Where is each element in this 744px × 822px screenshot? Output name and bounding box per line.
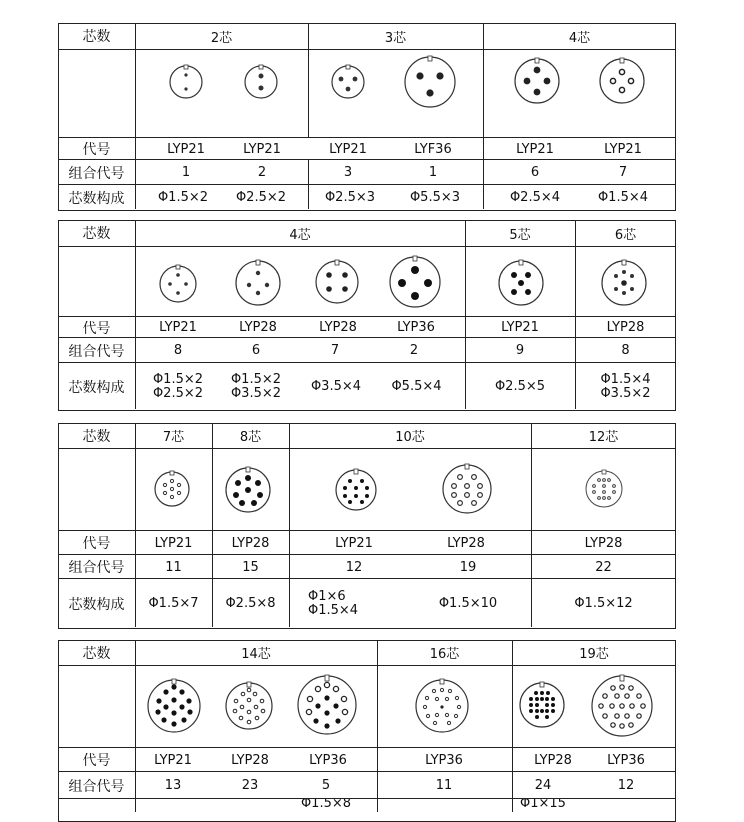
header-row (58, 23, 676, 49)
connector-10pin-b-icon (441, 463, 493, 515)
connector-12pin-icon (584, 469, 624, 509)
code-cell: LYP36 (397, 320, 435, 335)
code-row (58, 530, 676, 555)
composition-cell: Φ1.5×12 (574, 596, 633, 611)
code-cell: LYP28 (584, 535, 623, 551)
composition-cell: Φ2.5×5 (494, 379, 546, 394)
image-row (58, 448, 676, 531)
code-cell: LYP36 (607, 752, 645, 768)
group-7-cores: 7芯 (162, 430, 185, 445)
code-cell: LYP21 (243, 141, 281, 157)
combo-cell: 1 (428, 165, 438, 180)
code-cell: LYP28 (231, 535, 270, 551)
code-label: 代号 (82, 753, 111, 769)
composition-cell: Φ3.5×4 (310, 379, 362, 394)
composition-line: Φ2.5×2 (152, 385, 204, 401)
spec-table-3 (58, 423, 676, 628)
connector-6pin-icon (600, 259, 648, 307)
spec-table-1 (58, 23, 676, 210)
code-cell: LYP21 (329, 141, 367, 157)
composition-cell: Φ2.5×4 (509, 190, 561, 205)
combo-row (58, 771, 676, 799)
combo-cell: 15 (242, 559, 259, 575)
composition-cell: Φ2.5×2 (235, 190, 287, 205)
code-cell: LYP21 (604, 141, 642, 157)
group-4-cores: 4芯 (289, 227, 311, 243)
header-row (58, 640, 676, 665)
code-row (58, 137, 676, 160)
composition-line: Φ1.5×2 (152, 371, 204, 387)
combo-row (58, 337, 676, 363)
connector-14pin-c-icon (296, 674, 358, 736)
composition-cell (308, 579, 388, 628)
code-label: 代号 (82, 320, 111, 337)
composition-cell: Φ5.5×4 (391, 379, 442, 394)
combo-cell: 6 (530, 165, 540, 180)
combo-cell: 5 (321, 778, 331, 793)
combo-cell: 13 (164, 778, 182, 793)
combo-cell: 2 (409, 343, 419, 358)
combo-cell: 12 (345, 559, 363, 575)
group-2-cores: 2芯 (210, 30, 233, 46)
combo-cell: 19 (459, 559, 477, 575)
cores-label: 芯数 (82, 226, 111, 242)
composition-cell: Φ1.5×2 (157, 190, 209, 205)
connector-4pin-icon (388, 255, 442, 309)
code-cell: LYP28 (534, 752, 572, 768)
code-cell: LYP36 (425, 752, 463, 768)
composition-line: Φ1.5×2 (230, 371, 282, 387)
group-3-cores: 3芯 (384, 30, 407, 46)
spec-table-4 (58, 640, 676, 812)
code-cell: LYP28 (606, 320, 645, 335)
code-cell: LYP21 (154, 752, 192, 768)
composition-cell: Φ2.5×3 (324, 190, 376, 205)
connector-14pin-b-icon (224, 681, 274, 731)
combo-cell: 8 (621, 343, 630, 358)
connector-7pin-icon (153, 470, 191, 508)
composition-row (58, 362, 676, 410)
composition-cell: Φ1.5×10 (438, 596, 498, 611)
code-cell: LYP21 (335, 535, 373, 551)
connector-4pin-icon (314, 259, 360, 305)
group-8-cores: 8芯 (239, 430, 262, 445)
composition-cell (216, 363, 296, 410)
composition-row (58, 578, 676, 628)
combo-cell: 1 (181, 165, 191, 180)
composition-label: 芯数构成 (68, 190, 125, 207)
composition-cell (575, 363, 676, 410)
connector-14pin-a-icon (146, 678, 202, 734)
code-cell: LYP21 (516, 141, 554, 157)
combo-cell: 7 (330, 343, 340, 358)
composition-label: 芯数构成 (68, 379, 125, 396)
connector-5pin-icon (497, 259, 545, 307)
code-cell: LYP28 (319, 320, 357, 335)
composition-cell: Φ5.5×3 (409, 190, 461, 205)
composition-line: Φ3.5×2 (230, 385, 282, 401)
combo-cell: 8 (173, 343, 183, 358)
connector-19pin-a-icon (518, 681, 566, 729)
connector-4pin-icon (158, 264, 198, 304)
combo-cell: 11 (435, 778, 453, 793)
code-cell: LYP28 (231, 752, 269, 768)
composition-cell (140, 363, 216, 410)
connector-2pin-b-icon (243, 64, 279, 100)
composition-cell: Φ1.5×4 (597, 190, 649, 205)
composition-line: Φ1×6 (308, 588, 346, 604)
combo-cell: 11 (165, 559, 182, 575)
code-label: 代号 (82, 536, 111, 552)
spec-table-2 (58, 220, 676, 410)
connector-2pin-a-icon (168, 64, 204, 100)
cores-label: 芯数 (82, 29, 111, 45)
combo-label: 组合代号 (68, 778, 125, 795)
combo-label: 组合代号 (68, 560, 125, 576)
combo-cell: 6 (251, 343, 261, 358)
code-cell: LYP21 (167, 141, 205, 157)
group-12-cores: 12芯 (588, 430, 619, 445)
connector-8pin-icon (224, 466, 272, 514)
combo-label: 组合代号 (68, 343, 125, 360)
combo-cell: 22 (595, 559, 612, 575)
header-row (58, 220, 676, 246)
composition-cell: Φ1.5×7 (148, 596, 199, 611)
combo-label: 组合代号 (68, 165, 125, 182)
code-cell: LYP21 (501, 320, 539, 335)
group-16-cores: 16芯 (429, 647, 460, 662)
composition-row (58, 798, 676, 813)
code-cell: LYP28 (447, 535, 485, 551)
cores-label: 芯数 (82, 428, 111, 445)
group-4-cores: 4芯 (568, 30, 591, 46)
code-cell: LYP21 (154, 535, 193, 551)
composition-cell: Φ1.5×8 (300, 798, 352, 811)
group-6-cores: 6芯 (614, 227, 637, 243)
composition-line: Φ1.5×4 (600, 371, 651, 387)
composition-line: Φ1.5×4 (308, 602, 359, 618)
connector-3pin-b-icon (403, 55, 457, 109)
image-row (58, 665, 676, 748)
group-5-cores: 5芯 (509, 227, 531, 243)
code-row (58, 747, 676, 772)
code-cell: LYF36 (414, 141, 452, 157)
code-row (58, 316, 676, 338)
combo-cell: 12 (617, 778, 635, 793)
connector-4pin-b-icon (598, 57, 646, 105)
combo-cell: 23 (241, 778, 259, 793)
combo-cell: 9 (515, 343, 525, 358)
group-19-cores: 19芯 (579, 647, 609, 662)
composition-cell: Φ2.5×8 (225, 596, 276, 611)
group-10-cores: 10芯 (395, 430, 425, 445)
image-row (58, 246, 676, 317)
connector-19pin-b-icon (590, 674, 654, 738)
connector-4pin-icon (234, 259, 282, 307)
header-row (58, 423, 676, 448)
combo-row (58, 159, 676, 185)
combo-cell: 3 (343, 165, 353, 180)
code-cell: LYP36 (309, 752, 347, 768)
composition-row (58, 184, 676, 210)
group-14-cores: 14芯 (241, 647, 271, 662)
connector-10pin-a-icon (334, 468, 378, 512)
code-cell: LYP28 (239, 320, 277, 335)
composition-line: Φ3.5×2 (600, 385, 651, 401)
composition-cell: Φ1×15 (520, 798, 566, 811)
code-cell: LYP21 (159, 320, 197, 335)
combo-cell: 24 (534, 778, 552, 793)
connector-16pin-icon (414, 678, 470, 734)
code-label: 代号 (82, 142, 111, 158)
image-row (58, 49, 676, 138)
cores-label: 芯数 (82, 645, 111, 662)
composition-label: 芯数构成 (68, 596, 125, 613)
combo-row (58, 554, 676, 579)
combo-cell: 7 (618, 165, 628, 180)
connector-3pin-a-icon (330, 64, 366, 100)
connector-4pin-a-icon (513, 57, 561, 105)
combo-cell: 2 (257, 165, 267, 180)
